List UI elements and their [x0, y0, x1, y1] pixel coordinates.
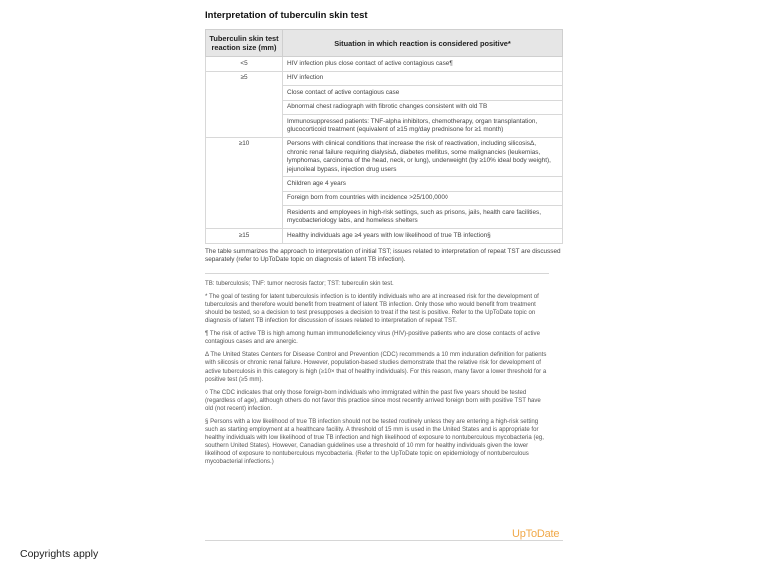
header-situation: Situation in which reaction is considered positive* — [283, 30, 563, 57]
summary-note: The table summarizes the approach to interpretation of initial TST; issues related to interpretation of repeat TST are discussed separately (refer to UpToDate topic on diagnosis of latent TB infection). — [205, 247, 561, 264]
uptodate-logo: UpToDate — [512, 528, 560, 540]
table-row — [206, 57, 563, 71]
document — [205, 10, 565, 472]
footnote-section: § Persons with a low likelihood of true TB infection should not be tested routinely unless they are entering a high-risk setting such as starting employment at a healthcare facility. A threshold of 15 mm is used in the United States and is appropriate for healthy individuals with low likelihood of true TB infection and high likelihood of exposure to nontuberculous mycobacteria (eg, southern United States). However, Canadian guidelines use a threshold of 10 mm for healthy individuals given the lower likelihood of exposure to nontuberculous mycobacteria. (Refer to the UpToDate topic on epidemiology of nontuberculous mycobacterial infections.) — [205, 418, 544, 466]
situation-cell: Close contact of active contagious case — [283, 86, 563, 100]
footnote-delta: Δ The United States Centers for Disease Control and Prevention (CDC) recommends a 10 mm induration definition for patients with silicosis or chronic renal failure. However, population-based studies demonstrate that the relative risk for development of active tuberculosis in this category is high (≥10× that of healthy individuals). For this reason, many favor a lower threshold for a positive test (≥5 mm). — [205, 351, 547, 383]
size-cell: ≥15 — [206, 229, 283, 243]
footnote-asterisk: * The goal of testing for latent tuberculosis infection is to identify individuals who are at increased risk for the development of tuberculosis and therefore would benefit from treatment of latent TB infection. Only those who would benefit from treatment should be tested, so a decision to test presupposes a decision to treat if the test is positive. Refer to the UpToDate topic on diagnosis of latent TB infection for discussion of issues related to interpretation of repeat TST. — [205, 292, 539, 325]
table-row — [206, 71, 563, 85]
logo-rule — [205, 540, 563, 541]
situation-cell: Persons with clinical conditions that increase the risk of reactivation, including silicosisΔ, chronic renal failure requiring dialysisΔ, diabetes mellitus, some malignancies (leukemias, lymphomas, carcinoma of the head, neck, or lung), underweight (by ≥10% ideal body weight), jejunoileal bypass, injection drug users — [283, 137, 563, 177]
table-row — [206, 137, 563, 177]
divider — [205, 273, 549, 274]
situation-cell: HIV infection — [283, 71, 563, 85]
situation-cell: Abnormal chest radiograph with fibrotic changes consistent with old TB — [283, 100, 563, 114]
document-title: Interpretation of tuberculin skin test — [205, 10, 368, 21]
situation-cell: Healthy individuals age ≥4 years with low likelihood of true TB infection§ — [283, 229, 563, 243]
footnote-abbreviations: TB: tuberculosis; TNF: tumor necrosis factor; TST: tuberculin skin test. — [205, 279, 394, 287]
situation-cell: Residents and employees in high-risk settings, such as prisons, jails, health care facilities, mycobacteriology labs, and homeless shelters — [283, 206, 563, 229]
situation-cell: HIV infection plus close contact of active contagious case¶ — [283, 57, 563, 71]
situation-cell: Foreign born from countries with incidence >25/100,000◊ — [283, 191, 563, 205]
situation-cell: Children age 4 years — [283, 177, 563, 191]
situation-cell: Immunosuppressed patients: TNF-alpha inhibitors, chemotherapy, organ transplantation, glucocorticoid treatment (equivalent of ≥15 mg/day prednisone for ≥1 month) — [283, 115, 563, 138]
footnote-lozenge: ◊ The CDC indicates that only those foreign-born individuals who immigrated within the past five years should be tested (regardless of age), although others do not favor this practice since most recently arrived foreign born with positive TST have old (not recent) infection. — [205, 388, 541, 412]
size-cell: <5 — [206, 57, 283, 71]
size-cell: ≥10 — [206, 137, 283, 228]
footnote-pilcrow: ¶ The risk of active TB is high among human immunodeficiency virus (HIV)-positive patients who are close contacts of active contagious cases and are anergic. — [205, 330, 540, 346]
table-header-row — [206, 30, 563, 57]
copyright-notice: Copyrights apply — [20, 548, 99, 560]
header-size: Tuberculin skin test reaction size (mm) — [206, 30, 283, 57]
tst-table — [205, 29, 563, 244]
table-row — [206, 229, 563, 243]
size-cell: ≥5 — [206, 71, 283, 137]
